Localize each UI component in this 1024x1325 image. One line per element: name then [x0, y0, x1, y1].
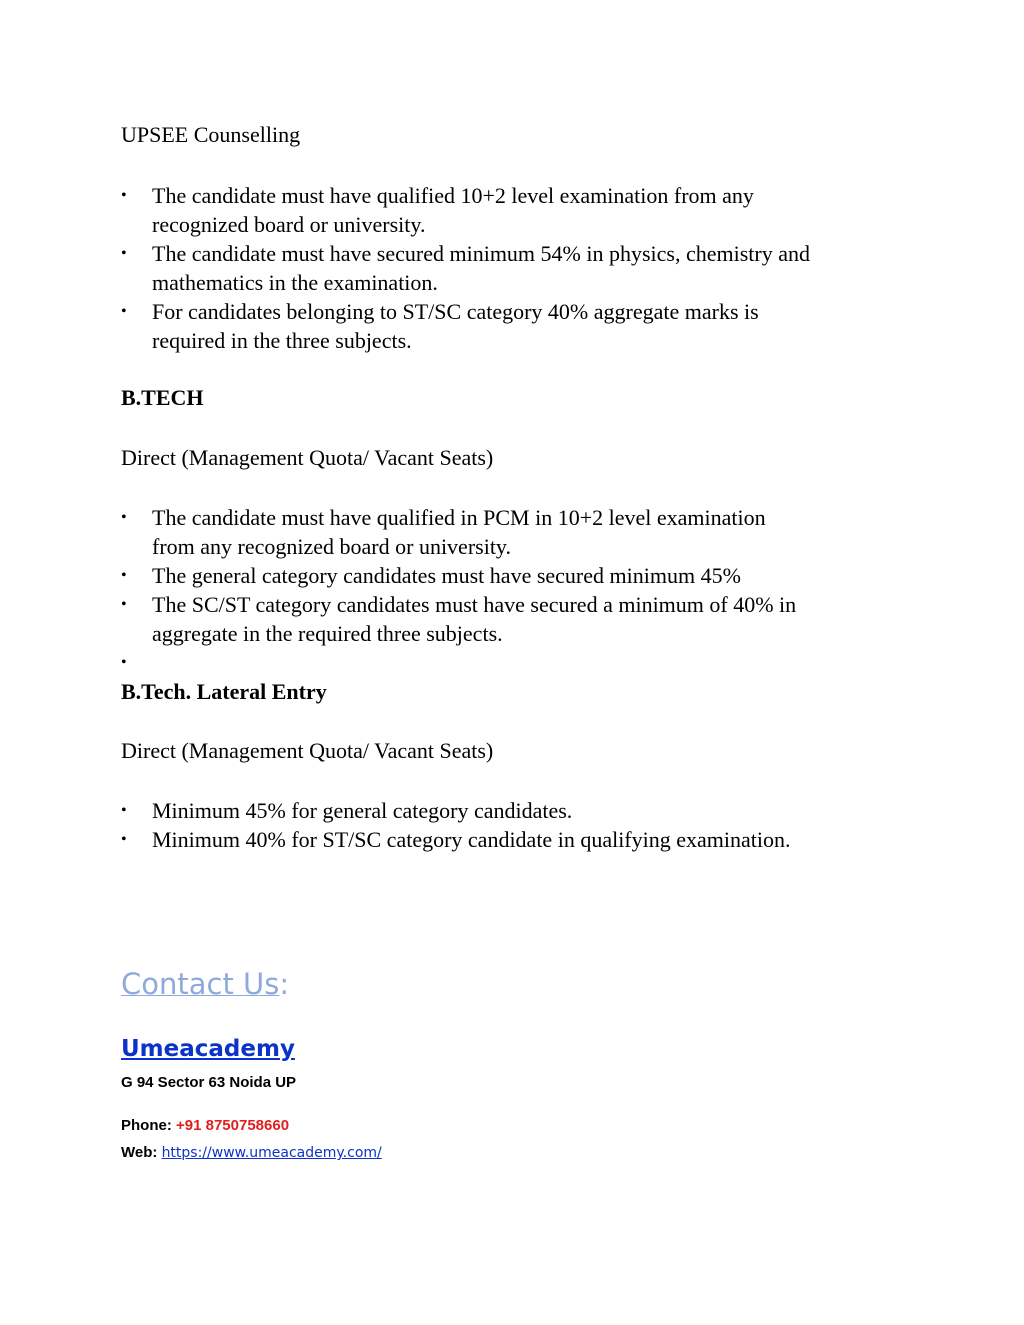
bullet-icon: •: [121, 509, 127, 526]
phone-label: Phone:: [121, 1117, 176, 1134]
bullet-icon: •: [121, 303, 127, 320]
list-item: [121, 825, 921, 854]
contact-us-colon: :: [279, 967, 290, 1001]
bullet-icon: •: [121, 802, 127, 819]
list-item-text: For candidates belonging to ST/SC category 40% aggregate marks is: [152, 299, 759, 324]
web-line: [121, 1143, 382, 1163]
bullet-icon: •: [121, 596, 127, 613]
contact-us-heading: [121, 962, 289, 1006]
bullet-icon: •: [121, 187, 127, 204]
list-item-text: The candidate must have secured minimum 54% in physics, chemistry and: [152, 241, 811, 266]
bullet-icon: •: [121, 245, 127, 262]
list-item-text: recognized board or university.: [152, 212, 426, 237]
list-item-text: The SC/ST category candidates must have secured a minimum of 40% in: [152, 592, 797, 617]
umeacademy-link[interactable]: Umeacademy: [121, 1036, 295, 1062]
lateral-entry-heading: B.Tech. Lateral Entry: [121, 679, 327, 704]
website-link[interactable]: https://www.umeacademy.com/: [161, 1145, 382, 1161]
list-item: [121, 181, 921, 239]
lateral-entry-subheading: Direct (Management Quota/ Vacant Seats): [121, 738, 494, 763]
phone-line: [121, 1116, 289, 1136]
list-item: [121, 590, 921, 648]
list-item: [121, 796, 921, 825]
bullet-icon: •: [121, 654, 127, 671]
btech-heading: B.TECH: [121, 385, 204, 410]
lateral-entry-bullet-list: [121, 796, 921, 854]
list-item: [121, 561, 921, 590]
phone-number: +91 8750758660: [176, 1117, 290, 1134]
upsee-bullet-list: [121, 181, 921, 355]
list-item-text: Minimum 40% for ST/SC category candidate in qualifying examination.: [152, 827, 791, 852]
contact-us-title: Contact Us: [121, 967, 280, 1001]
address-text: G 94 Sector 63 Noida UP: [121, 1074, 297, 1091]
upsee-heading: UPSEE Counselling: [121, 122, 301, 147]
bullet-icon: •: [121, 567, 127, 584]
list-item-text: The general category candidates must have secured minimum 45%: [152, 563, 741, 588]
list-item-text: required in the three subjects.: [152, 328, 412, 353]
list-item-text: mathematics in the examination.: [152, 270, 438, 295]
web-label: Web:: [121, 1144, 162, 1161]
list-item: [121, 297, 921, 355]
bullet-icon: •: [121, 831, 127, 848]
list-item: [121, 239, 921, 297]
list-item-text: Minimum 45% for general category candidates.: [152, 798, 573, 823]
list-item: [121, 503, 921, 561]
btech-bullet-list: [121, 503, 921, 677]
list-item-text: The candidate must have qualified 10+2 level examination from any: [152, 183, 754, 208]
list-item-text: from any recognized board or university.: [152, 534, 512, 559]
list-item-text: The candidate must have qualified in PCM in 10+2 level examination: [152, 505, 766, 530]
btech-subheading: Direct (Management Quota/ Vacant Seats): [121, 445, 494, 470]
list-item: [121, 648, 921, 677]
list-item-text: aggregate in the required three subjects.: [152, 621, 503, 646]
